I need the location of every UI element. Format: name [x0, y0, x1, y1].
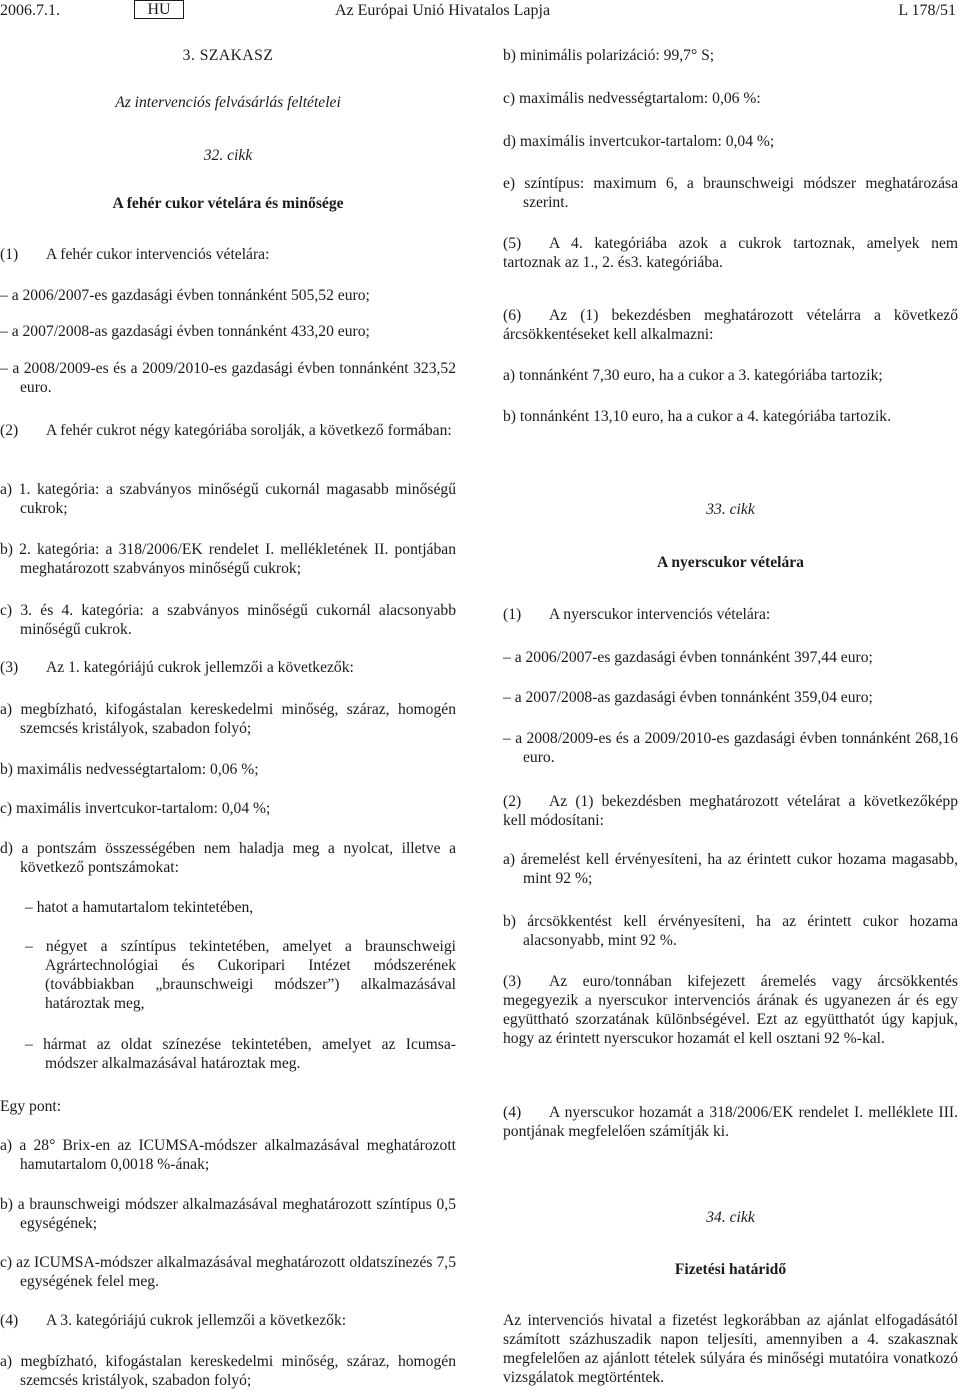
- journal-title: Az Európai Unió Hivatalos Lapja: [335, 2, 551, 19]
- raw-price-2006: – a 2006/2007-es gazdasági évben tonnánként 397,44 euro;: [503, 649, 873, 666]
- quality-c: c) maximális invertcukor-tartalom: 0,04 %;: [0, 800, 271, 817]
- one-point-label: Egy pont:: [0, 1098, 62, 1115]
- raw-paragraph-3: (3) Az euro/tonnában kifejezett áremelés vagy árcsökkentés megegyezik a nyerscukor intervenciós árának és ugyanezen ár és egy együttható szorzatának különbségével. Ezt az együtthatót úgy kapjuk, hogy az érintett nyerscukor hozamát el kell osztani 92 %-kal.: [503, 973, 958, 1047]
- paragraph-5: (5) A 4. kategóriába azok a cukrok tartoznak, amelyek nem tartoznak az 1., 2. és3. kategóriába.: [503, 235, 958, 271]
- cat3-quality-c: c) maximális nedvességtartalom: 0,06 %:: [503, 90, 761, 107]
- reduction-a: a) tonnánként 7,30 euro, ha a cukor a 3. kategóriába tartozik;: [503, 367, 883, 384]
- adjust-a: a) áremelést kell érvényesíteni, ha az érintett cukor hozama magasabb, mint 92 %;: [503, 851, 958, 887]
- cat3-quality-a: a) megbízható, kifogástalan kereskedelmi minőség, száraz, homogén szemcsés kristályok, szabadon folyó;: [0, 1353, 456, 1389]
- article-32-number: 32. cikk: [203, 147, 253, 164]
- points-colour-type: – négyet a színtípus tekintetében, amelyet a braunschweigi Agrártechnológiai és Cukoripari Intézet módszerének (továbbiakban „braunschweigi módszer”) alkalmazásával határoztak meg,: [25, 938, 456, 1012]
- raw-paragraph-2: (2) Az (1) bekezdésben meghatározott vételárat a következőképp kell módosítani:: [503, 793, 958, 829]
- payment-deadline-text: Az intervenciós hivatal a fizetést legkorábban az ajánlat elfogadásától számított százhuszadik napon teljesíti, amennyiben a 4. szakasznak megfelelően az ajánlott tételek súlyára és minőségi mutatóira vonatkozó vizsgálatok megtörténtek.: [503, 1312, 958, 1386]
- article-33-title: A nyerscukor vételára: [657, 554, 804, 571]
- category-c: c) 3. és 4. kategória: a szabványos minőségű cukornál alacsonyabb minőségű cukrok.: [0, 602, 456, 638]
- paragraph-1: (1) A fehér cukor intervenciós vételára:: [0, 246, 270, 263]
- paragraph-number: (1): [0, 246, 19, 263]
- cat3-quality-b: b) minimális polarizáció: 99,7° S;: [503, 47, 715, 64]
- page-number: L 178/51: [898, 2, 956, 19]
- paragraph-3: (3) Az 1. kategóriájú cukrok jellemzői a következők:: [0, 659, 354, 676]
- quality-a: a) megbízható, kifogástalan kereskedelmi minőség, száraz, homogén szemcsés kristályok, szabadon folyó;: [0, 701, 456, 737]
- page-header: [0, 0, 960, 22]
- header-date: 2006.7.1.: [0, 2, 60, 19]
- category-b: b) 2. kategória: a 318/2006/EK rendelet I. mellékletének II. pontjában meghatározott szabványos minőségű cukrok;: [0, 541, 456, 577]
- paragraph-2: (2) A fehér cukrot négy kategóriába sorolják, a következő formában:: [0, 422, 452, 439]
- quality-b: b) maximális nedvességtartalom: 0,06 %;: [0, 761, 259, 778]
- article-34-number: 34. cikk: [706, 1209, 755, 1226]
- raw-paragraph-1: (1) A nyerscukor intervenciós vételára:: [503, 606, 771, 623]
- paragraph-4: (4) A 3. kategóriájú cukrok jellemzői a következők:: [0, 1312, 347, 1329]
- raw-price-2007: – a 2007/2008-as gazdasági évben tonnánként 359,04 euro;: [503, 689, 873, 706]
- reduction-b: b) tonnánként 13,10 euro, ha a cukor a 4. kategóriába tartozik.: [503, 408, 891, 425]
- quality-d: d) a pontszám összességében nem haladja meg a nyolcat, illetve a következő pontszámokat:: [0, 840, 456, 876]
- raw-paragraph-4: (4) A nyerscukor hozamát a 318/2006/EK rendelet I. melléklete III. pontjának megfelelően számítják ki.: [503, 1104, 958, 1140]
- language-code-box: HU: [134, 0, 184, 19]
- raw-price-2008: – a 2008/2009-es és a 2009/2010-es gazdasági évben tonnánként 268,16 euro.: [503, 730, 958, 766]
- price-item-2007: – a 2007/2008-as gazdasági évben tonnánként 433,20 euro;: [0, 323, 370, 340]
- article-33-number: 33. cikk: [706, 501, 755, 518]
- article-32-title: A fehér cukor vételára és minősége: [112, 195, 344, 212]
- points-ash: – hatot a hamutartalom tekintetében,: [25, 899, 254, 916]
- category-a: a) 1. kategória: a szabványos minőségű cukornál magasabb minőségű cukrok;: [0, 481, 456, 517]
- point-c: c) az ICUMSA-módszer alkalmazásával meghatározott oldatszínezés 7,5 egységének felel meg.: [0, 1254, 456, 1290]
- cat3-quality-d: d) maximális invertcukor-tartalom: 0,04 %;: [503, 133, 775, 150]
- point-a: a) a 28° Brix-en az ICUMSA-módszer alkalmazásával meghatározott hamutartalom 0,0018 %-ának;: [0, 1137, 456, 1173]
- cat3-quality-e: e) színtípus: maximum 6, a braunschweigi módszer meghatározása szerint.: [503, 175, 958, 211]
- article-34-title: Fizetési határidő: [674, 1261, 787, 1278]
- paragraph-6: (6) Az (1) bekezdésben meghatározott vételárra a következő árcsökkentéseket kell alkalmazni:: [503, 307, 958, 343]
- point-b: b) a braunschweigi módszer alkalmazásával meghatározott színtípus 0,5 egységének;: [0, 1196, 456, 1232]
- section-title: Az intervenciós felvásárlás feltételei: [115, 94, 341, 111]
- adjust-b: b) árcsökkentést kell érvényesíteni, ha az érintett cukor hozama alacsonyabb, mint 92 %.: [503, 913, 958, 949]
- price-item-2006: – a 2006/2007-es gazdasági évben tonnánként 505,52 euro;: [0, 287, 370, 304]
- points-solution-colour: – hármat az oldat színezése tekintetében, amelyet az Icumsa-módszer alkalmazásával határoztak meg.: [25, 1036, 456, 1072]
- section-heading: 3. SZAKASZ: [182, 47, 274, 64]
- price-item-2008: – a 2008/2009-es és a 2009/2010-es gazdasági évben tonnánként 323,52 euro.: [0, 360, 456, 396]
